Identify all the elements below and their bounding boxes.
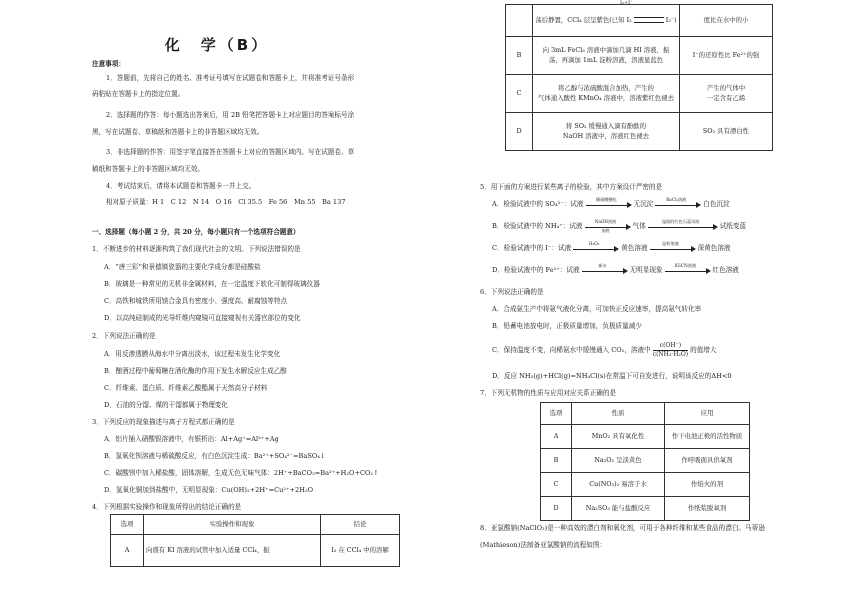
table-cell: 作呼吸面具供氧剂 [665, 449, 750, 473]
table-cell: 度比在水中的小 [680, 5, 773, 37]
q7-table [540, 402, 750, 521]
table-cell: 向盛有 KI 溶液的试管中加入适量 CCl₄，振 [144, 535, 321, 567]
table-row [541, 425, 750, 449]
option: A．铝片插入硝酸银溶液中，有银析出：Al+Ag⁺=Al³⁺+Ag [104, 435, 279, 443]
option: B．酿酒过程中葡萄糖在酒化酶的作用下发生水解反应生成乙醇 [104, 367, 287, 375]
cell-text: I₃⁻) [665, 15, 677, 24]
table-cell: B [541, 449, 572, 473]
reaction-arrow [585, 218, 631, 233]
notice-line: 1．答题前，先将自己的姓名、准考证号填写在试题卷和答题卡上，并将准考证号条形 [106, 74, 355, 82]
table-row [111, 535, 400, 567]
option-text: D．检验试液中的 Fe²⁺：试液 [492, 266, 580, 274]
cell-text: 产生的气体中 [706, 84, 746, 93]
option: B．氢氧化钡溶液与稀硫酸反应，有白色沉淀生成：Ba²⁺+SO₄²⁻=BaSO₄↓ [104, 452, 326, 460]
notice-line: 3．非选择题的作答：用签字笔直接答在答题卡上对应的答题区域内。写在试题卷、草 [106, 148, 355, 156]
option: A．合成氨生产中将氨气液化分离，可加快正反应速率，提高氨气转化率 [492, 305, 702, 313]
question-stem: 3．下列反应的现象描述与离子方程式都正确的是 [92, 418, 235, 426]
q4-table-part1 [110, 514, 400, 567]
option-text: 无沉淀 [633, 200, 654, 208]
option-text: B．检验试液中的 NH₄⁺：试液 [492, 222, 583, 230]
question-stem: 8．亚氯酸钠(NaClO₂)是一种高效的漂白剂和氧化剂，可用于各种纤维和某些食品的漂白。马蒂逊 [480, 524, 765, 532]
arrow-label: BaCl₂溶液 [666, 196, 687, 202]
reaction-arrow [582, 262, 628, 274]
cell-text: 气体通入酸性 KMnO₄ 溶液中，溶液紫红色褪去 [538, 93, 674, 102]
question-line: (Mathieson)法制备亚氯酸钠的流程如图： [480, 541, 607, 549]
arrow-label: 新水 [598, 262, 607, 268]
option-text: 的值增大 [690, 346, 717, 354]
table-cell [533, 75, 680, 113]
table-cell: C [506, 75, 533, 113]
section-heading: 一、选择题（每小题 2 分，共 20 分，每小题只有一个选项符合题意） [92, 228, 300, 236]
fraction [653, 342, 688, 358]
table-cell: SO₂ 具有漂白性 [680, 113, 773, 151]
option-text: C．保持温度不变，向稀氨水中缓慢通入 CO₂，溶液中 [492, 346, 651, 354]
table-cell: 作焰火的剂 [665, 473, 750, 497]
table-cell: D [541, 497, 572, 521]
table-cell: 作纸浆脱氧剂 [665, 497, 750, 521]
table-row [506, 5, 773, 37]
table-header: 结论 [321, 515, 400, 535]
notice-line: 黑，写在试题卷、草稿纸和答题卡上的非答题区域均无效。 [92, 128, 264, 136]
option: C．高铁和城铁所用镁合金具有密度小、强度高、耐腐蚀等特点 [104, 297, 288, 305]
table-row [506, 37, 773, 75]
fraction-denominator: c(NH₃·H₂O) [652, 350, 689, 358]
question-stem: 2．下列说法正确的是 [92, 332, 156, 340]
option: C．碳酸钡中加入稀盐酸，固体溶解，生成无色无味气体：2H⁺+BaCO₃=Ba²⁺+H₂O+CO₂↑ [104, 469, 379, 477]
table-cell: I⁻的还原性比 Fe²⁺的强 [680, 37, 773, 75]
table-cell: MnO₂ 具有氧化性 [572, 425, 665, 449]
table-row [506, 75, 773, 113]
option-text: 试纸变蓝 [719, 222, 747, 230]
cell-text: 荡后静置，CCl₄ 层呈紫色(已知 I₂ [535, 15, 632, 24]
cell-text: 将乙醇与浓硫酸混合加热，产生的 [558, 84, 654, 93]
fraction-numerator: c(OH⁻) [653, 342, 688, 351]
question-stem: 6．下列说法正确的是 [480, 288, 544, 296]
table-row [541, 473, 750, 497]
cell-text: NaOH 溶液中，溶液红色褪去 [562, 131, 650, 140]
table-header: 应用 [665, 403, 750, 425]
question-stem: 7．下列无机物的性质与应用对应关系正确的是 [480, 389, 617, 397]
table-cell: A [541, 425, 572, 449]
table-cell: 作干电池正极的活性物质 [665, 425, 750, 449]
table-cell: A [111, 535, 144, 567]
notice-line: 4．考试结束后，请将本试题卷和答题卡一并上交。 [106, 182, 256, 190]
arrow-label: NaOH溶液 [594, 218, 617, 224]
q5-option-c [492, 240, 731, 252]
cell-text: 将 SO₂ 缓慢通入滴有酚酞的 [565, 122, 647, 131]
notice-line: 稿纸和答题卡上的非答题区域均无效。 [92, 165, 205, 173]
table-cell: C [541, 473, 572, 497]
q6-option-c [492, 342, 716, 358]
arrow-label: H₂O₂ [588, 240, 600, 246]
option-text: A．检验试液中的 SO₄²⁻：试液 [492, 200, 584, 208]
reaction-arrow [648, 218, 718, 230]
table-header: 选项 [111, 515, 144, 535]
table-header: 性质 [572, 403, 665, 425]
option: B．玻璃是一种常见的无机非金属材料，在一定温度下软化可制得玻璃仪器 [104, 280, 320, 288]
notice-line: 2．选择题的作答：每小题选出答案后，用 2B 铅笔把答题卡上对应题目的答案标号涂 [106, 111, 355, 119]
option-text: 红色溶液 [712, 266, 739, 274]
arrow-label: KSCN溶液 [674, 262, 697, 268]
option: D．以高纯硅制成的光导纤维内窥镜可直接窥视有关器官部位的变化 [104, 314, 301, 322]
table-header: 选项 [541, 403, 572, 425]
option: B．铅蓄电池放电时，正极质量增加，负极质量减少 [492, 322, 642, 330]
table-cell [680, 75, 773, 113]
option: D．氢氧化铜加到盐酸中，无明显现象：Cu(OH)₂+2H⁺=Cu²⁺+2H₂O [104, 486, 314, 494]
page-title: 化 学（B） [164, 36, 270, 54]
option: C．纤维素、蛋白质、纤维素乙酸酯属于天然高分子材料 [104, 384, 268, 392]
q5-option-b [492, 218, 747, 233]
option: A．用反渗透膜从海水中分离出淡水，该过程未发生化学变化 [104, 350, 281, 358]
table-cell [533, 5, 680, 37]
option-text: 黄色溶液 [621, 244, 648, 252]
cell-text: 荡，再滴加 1mL 淀粉溶液，溶液显蓝色 [548, 55, 664, 64]
option: D．反应 NH₃(g)+HCl(g)=NH₄Cl(s)在常温下可自发进行，说明该反应的ΔH<0 [492, 372, 732, 380]
table-row [541, 449, 750, 473]
table-cell [506, 5, 533, 37]
arrow-label: 湿润的红色石蕊试纸 [661, 218, 700, 224]
question-stem: 1．不断进步的材料逐渐构筑了我们现代社会的文明。下列说法错误的是 [92, 245, 301, 253]
table-cell: Cu(NO₃)₂ 易溶于水 [572, 473, 665, 497]
option-text: 无明显现象 [629, 266, 663, 274]
table-row [541, 497, 750, 521]
option-text: 深黄色溶液 [697, 244, 731, 252]
equilibrium-arrow [634, 17, 664, 23]
reaction-arrow [665, 262, 711, 274]
table-cell: Na₂O₂ 呈淡黄色 [572, 449, 665, 473]
option-text: 气体 [632, 222, 646, 230]
q4-table-part2 [505, 4, 773, 151]
arrow-label: 稀硝酸酸化 [596, 196, 617, 202]
table-cell: I₂ 在 CCl₄ 中的溶解 [321, 535, 400, 567]
q5-option-d [492, 262, 739, 274]
option: D．石油的分馏、煤的干馏都属于物理变化 [104, 401, 228, 409]
reaction-arrow [650, 240, 696, 252]
question-stem: 5．用下面的方案进行某些离子的检验，其中方案设计严密的是 [480, 183, 663, 191]
table-cell: B [506, 37, 533, 75]
table-cell: D [506, 113, 533, 151]
question-stem: 4．下列根据实验操作和现象所得出的结论正确的是 [92, 503, 242, 511]
atomic-masses: 相对原子质量：H 1 C 12 N 14 O 16 Cl 35.5 Fe 56 Mn 55 Ba 137 [106, 198, 346, 206]
notice-heading: 注意事项： [92, 60, 125, 68]
arrow-label: 加热 [601, 227, 610, 233]
option: A．“唐三彩”和景德镇瓷器的主要化学成分都是硅酸盐 [104, 263, 261, 271]
option-text: 白色沉淀 [703, 200, 730, 208]
cell-text: 一定含有乙烯 [706, 93, 746, 102]
notice-line: 码粘贴在答题卡上的指定位置。 [92, 90, 185, 98]
table-cell: Na₂SO₃ 能与盐酸反应 [572, 497, 665, 521]
option-text: C．检验试液中的 I⁻：试液 [492, 244, 572, 252]
table-cell [533, 113, 680, 151]
table-row [506, 113, 773, 151]
reaction-arrow [573, 240, 619, 252]
reaction-arrow [586, 196, 632, 208]
reaction-arrow [655, 196, 701, 208]
equilibrium-left-species: I₂+I⁻ [620, 0, 633, 6]
cell-text: 向 3mL FeCl₃ 溶液中滴加几滴 HI 溶液，振 [542, 46, 670, 55]
arrow-label: 淀粉溶液 [662, 240, 679, 246]
table-cell [533, 37, 680, 75]
q5-option-a [492, 196, 730, 208]
table-header: 实验操作和现象 [144, 515, 321, 535]
